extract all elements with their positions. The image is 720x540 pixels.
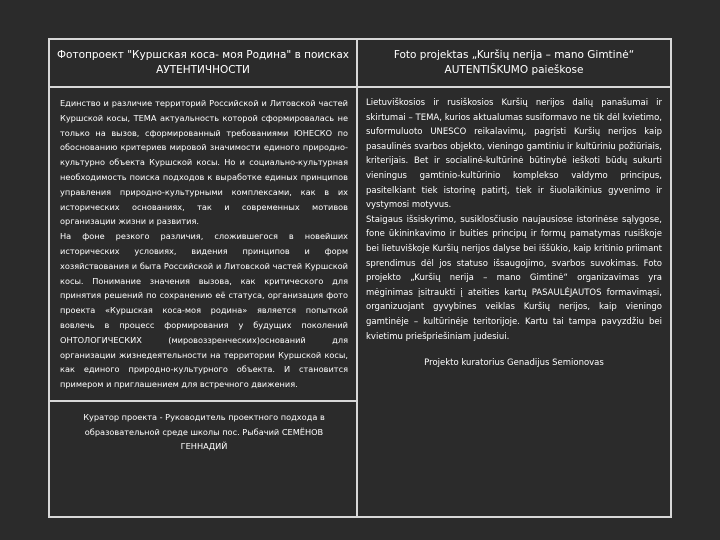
russian-title: Фотопроект "Куршская коса- моя Родина" в поисках АУТЕНТИЧНОСТИ	[50, 40, 356, 88]
russian-paragraph-1: Единство и различие территорий Российской и Литовской частей Куршской косы, ТЕМА актуальность которой сформировалась не только на вызов, сформированный требованиями ЮНЕСКО по обоснованию критериев мировой значимости единого природно-культурно объекта Куршской косы. Но и социально-культурная необходимость поиска подходов к выработке единых принципов управления природно-культурными комплексами, как в их исторических основаниях, так и современных мотивов организации жизни и развития.	[60, 98, 348, 227]
russian-column	[50, 40, 358, 516]
lithuanian-title: Foto projektas „Kuršių nerija – mano Gimtinė“ AUTENTIŠKUMO paieškose	[358, 40, 670, 88]
russian-body	[50, 88, 356, 516]
lithuanian-paragraph-2: Staigaus išsiskyrimo, susiklosčiusio naujausiose istorinėse sąlygose, fone ūkininkavimo ir buities principų ir formų pamatymas rusiškoje bei lietuviškoje Kuršių nerijos dalyse bei iššūkio, kaip kritinio priimant sprendimus dėl jos statuso išsaugojimo, svarbos suvokimas. Foto projekto „Kuršių nerija – mano Gimtinė“ organizavimas yra mėginimas įsitraukti į ateities kartų PASAULĖJAUTOS formavimąsi, organizuojant gyvybines veiklas Kuršių nerijos, kaip vieningo gamtinėje – kultūrinėje teritorijoje. Kartu tai tampa pavyzdžiu bei kvietimu priešpriešiniam judesiui.	[366, 214, 662, 342]
document-table	[48, 38, 672, 518]
lithuanian-body	[358, 88, 670, 516]
russian-text	[60, 96, 348, 392]
russian-paragraph-2: На фоне резкого различия, сложившегося в новейших исторических условиях, видения принципов и форм хозяйствования и быта Российской и Литовской частей Куршской косы. Понимание значения вызова, как критического для принятия решений по сохранению её статуса, организация фото проекта «Куршская коса-моя родина» является попыткой вовлечь в процесс формирования у будущих поколений ОНТОЛОГИЧЕСКИХ (мировоззренческих)оснований для организации жизнедеятельности на территории Куршской косы, как единого природно-культурного объекта. И становится примером и приглашением для встречного движения.	[60, 231, 348, 390]
lithuanian-paragraph-1: Lietuviškosios ir rusiškosios Kuršių nerijos dalių panašumai ir skirtumai – TEMA, kurios aktualumas susiformavo ne tik dėl kvietimo, suformuluoto UNESCO reikalavimų, pagrįsti Kuršių nerijos kaip pasaulinės svarbos objekto, vieningo gamtiniu ir kultūriniu požiūriais, kriterijais. Bet ir socialinė-kultūrinė būtinybė ieškoti būdų sukurti vieningus gamtinio-kultūrinio komplekso valdymo principus, pasitelkiant tiek istorinę patirtį, tiek ir šiuolaikinius gyvenimo ir vystymosi motyvus.	[366, 98, 662, 211]
lithuanian-column	[358, 40, 670, 516]
lithuanian-curator: Projekto kuratorius Genadijus Semionovas	[424, 358, 604, 369]
russian-curator: Куратор проекта - Руководитель проектного подхода в образовательной среде школы пос. Рыбачий СЕМЁНОВ ГЕННАДИЙ	[83, 411, 325, 452]
